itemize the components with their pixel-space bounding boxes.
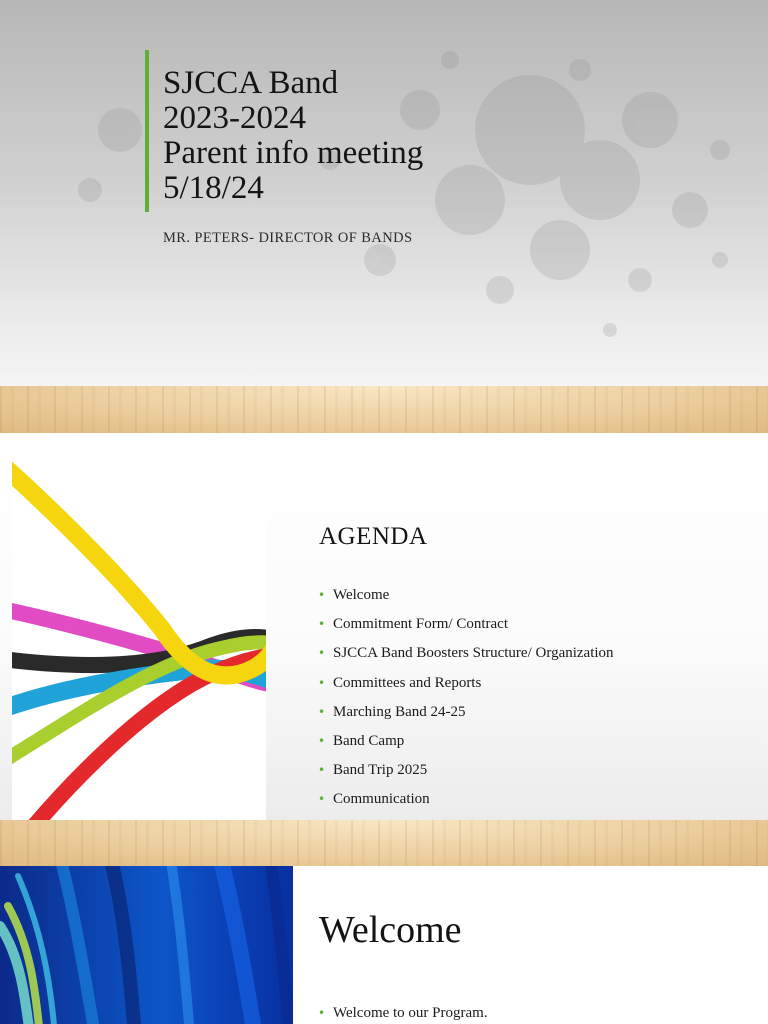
list-item: [318, 585, 614, 614]
agenda-item-label: Band Trip 2025: [333, 762, 428, 779]
agenda-item-label: SJCCA Band Boosters Structure/ Organization: [333, 645, 614, 662]
agenda-item-label: Commitment Form/ Contract: [333, 616, 508, 633]
list-item: [318, 702, 614, 731]
title-line: Parent info meeting: [163, 135, 424, 171]
agenda-title: AGENDA: [319, 523, 428, 550]
intertwined-ropes-image: [12, 459, 266, 820]
title-accent-bar: [145, 50, 149, 212]
list-item: [318, 1003, 488, 1023]
title-line: 2023-2024: [163, 100, 306, 136]
list-item: [318, 673, 614, 702]
bullet-icon: •: [318, 763, 326, 778]
title-line: 5/18/24: [163, 170, 264, 206]
bullet-icon: •: [318, 704, 326, 719]
agenda-item-label: Committees and Reports: [333, 674, 482, 691]
welcome-list: [318, 1003, 488, 1023]
bullet-icon: •: [318, 617, 326, 632]
list-item: [318, 789, 614, 818]
agenda-item-label: Communication: [333, 791, 430, 808]
agenda-item-label: Band Camp: [333, 732, 405, 749]
bullet-icon: •: [318, 675, 326, 690]
bullet-icon: •: [318, 646, 326, 661]
welcome-title: Welcome: [319, 909, 462, 951]
blue-abstract-paint-image: [0, 866, 293, 1024]
bullet-icon: •: [318, 733, 326, 748]
bullet-icon: •: [318, 792, 326, 807]
agenda-list: [318, 585, 614, 819]
bullet-icon: •: [318, 588, 326, 602]
list-item: [318, 643, 614, 672]
list-item: [318, 731, 614, 760]
slide-title: [163, 66, 423, 206]
agenda-slide: [0, 433, 768, 820]
slide-subtitle: MR. PETERS- DIRECTOR OF BANDS: [163, 230, 413, 246]
bullet-icon: •: [318, 1006, 326, 1020]
welcome-item-label: Welcome to our Program.: [333, 1005, 488, 1021]
agenda-item-label: Marching Band 24-25: [333, 703, 466, 720]
welcome-slide: [0, 866, 768, 1024]
wood-divider: [0, 820, 768, 866]
title-slide: [0, 0, 768, 386]
title-line: SJCCA Band: [163, 65, 339, 101]
list-item: [318, 760, 614, 789]
agenda-item-label: Welcome: [333, 587, 390, 603]
wood-divider: [0, 386, 768, 433]
list-item: [318, 614, 614, 643]
